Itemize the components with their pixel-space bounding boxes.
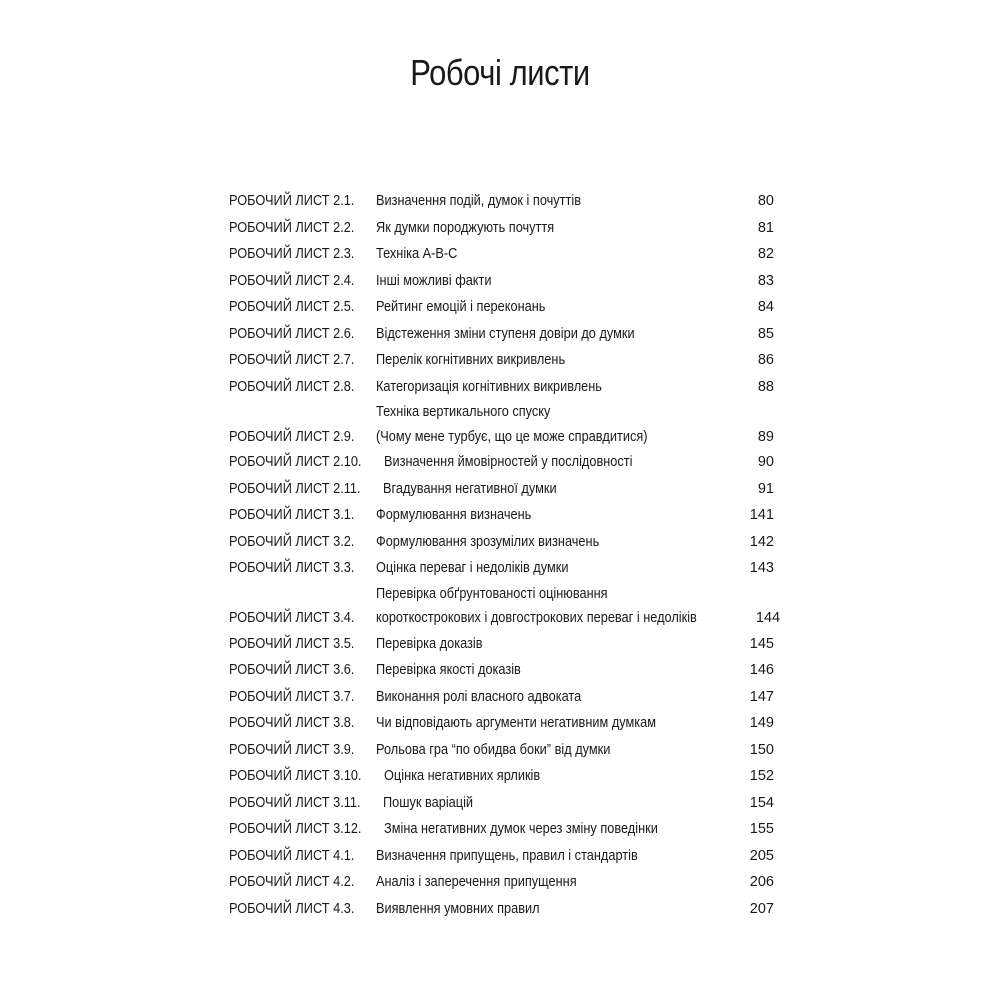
entry-page-number: 83 <box>757 272 774 289</box>
toc-entry <box>229 763 774 790</box>
entry-label <box>229 790 378 817</box>
entry-title-line <box>376 294 734 321</box>
entry-title <box>376 710 734 737</box>
entry-page-number: 155 <box>749 821 774 837</box>
entry-label-text: РОБОЧИЙ ЛИСТ 2.3. <box>229 246 355 262</box>
entry-label-text: РОБОЧИЙ ЛИСТ 3.7. <box>229 688 355 705</box>
entry-title-line <box>376 843 734 870</box>
entry-title-text: Оцінка негативних ярликів <box>383 768 540 784</box>
entry-label-text: РОБОЧИЙ ЛИСТ 2.9. <box>229 428 355 445</box>
entry-label <box>229 476 378 503</box>
entry-label <box>229 737 371 764</box>
entry-title-line <box>384 816 734 843</box>
entry-title-text: Оцінка переваг і недоліків думки <box>375 560 568 576</box>
entry-label-text: РОБОЧИЙ ЛИСТ 3.4. <box>229 610 355 626</box>
entry-page-number: 144 <box>755 610 781 626</box>
entry-label <box>229 321 371 348</box>
entry-page-number: 88 <box>757 378 774 395</box>
entry-title-line <box>384 763 734 790</box>
entry-label-text: РОБОЧИЙ ЛИСТ 2.4. <box>229 272 355 289</box>
entry-title <box>376 631 734 658</box>
entry-title <box>376 294 734 321</box>
entry-title-text: Виявлення умовних правил <box>375 900 540 917</box>
entry-page-number: 149 <box>749 715 774 731</box>
entry-title <box>376 582 741 631</box>
toc-entry <box>229 816 774 843</box>
entry-label-text: РОБОЧИЙ ЛИСТ 4.2. <box>229 874 355 890</box>
entry-title <box>376 737 734 764</box>
entry-title <box>376 374 734 401</box>
toc-entry <box>229 684 774 711</box>
entry-title-text: Перевірка якості доказів <box>375 662 521 678</box>
toc-entry <box>229 374 774 401</box>
entry-title <box>376 684 734 711</box>
entry-title <box>384 449 734 476</box>
entry-label <box>229 606 371 631</box>
entry-title <box>376 502 734 529</box>
entry-label-text: РОБОЧИЙ ЛИСТ 3.8. <box>229 715 355 731</box>
entry-label <box>229 502 371 529</box>
toc-entry <box>229 529 774 556</box>
entry-title <box>376 400 734 449</box>
entry-label <box>229 869 371 896</box>
entry-title <box>376 555 734 582</box>
entry-label-text: РОБОЧИЙ ЛИСТ 4.3. <box>229 900 355 917</box>
entry-page-number: 84 <box>757 299 774 315</box>
entry-title-line <box>376 684 734 711</box>
page-title: Робочі листи <box>410 52 590 93</box>
entry-title-text: Техніка А-В-С <box>375 246 457 262</box>
entry-label-text: РОБОЧИЙ ЛИСТ 4.1. <box>229 847 355 864</box>
entry-page-number: 154 <box>749 794 774 811</box>
entry-page-number: 91 <box>757 480 774 497</box>
entry-title-line <box>376 425 734 450</box>
entry-page-number: 85 <box>757 325 774 342</box>
entry-title-line <box>376 347 734 374</box>
entry-label <box>229 425 371 450</box>
entry-label-text: РОБОЧИЙ ЛИСТ 3.12. <box>229 821 362 837</box>
worksheet-list <box>229 188 781 922</box>
entry-label <box>229 294 371 321</box>
entry-title <box>376 215 734 242</box>
entry-label-text: РОБОЧИЙ ЛИСТ 2.8. <box>229 378 355 395</box>
entry-title-text: Інші можливі факти <box>375 272 492 289</box>
entry-title-line <box>376 606 741 631</box>
entry-label-text: РОБОЧИЙ ЛИСТ 3.6. <box>229 662 355 678</box>
toc-entry <box>229 400 774 449</box>
toc-entry <box>229 555 774 582</box>
entry-title <box>376 347 734 374</box>
entry-title-text: Формулювання визначень <box>375 507 531 523</box>
entry-label <box>229 215 371 242</box>
entry-title-line <box>376 657 734 684</box>
entry-label-text: РОБОЧИЙ ЛИСТ 3.11. <box>229 794 361 811</box>
entry-title-text: Як думки породжують почуття <box>375 219 554 236</box>
entry-title-text: Виконання ролі власного адвоката <box>375 688 581 705</box>
entry-label-text: РОБОЧИЙ ЛИСТ 3.9. <box>229 741 355 758</box>
toc-entry <box>229 710 774 737</box>
entry-label-text: РОБОЧИЙ ЛИСТ 2.5. <box>229 299 355 315</box>
entry-title-text: Визначення подій, думок і почуттів <box>375 193 581 209</box>
entry-page-number: 141 <box>749 507 774 523</box>
entry-page-number: 150 <box>749 741 774 758</box>
toc-entry <box>229 188 774 215</box>
entry-title-text: Перелік когнітивних викривлень <box>375 352 565 368</box>
entry-label <box>229 763 380 790</box>
entry-label-text: РОБОЧИЙ ЛИСТ 2.6. <box>229 325 355 342</box>
entry-title-text: Пошук варіацій <box>382 794 473 811</box>
entry-label <box>229 268 371 295</box>
entry-label-text: РОБОЧИЙ ЛИСТ 2.10. <box>229 454 362 470</box>
entry-page-number: 90 <box>757 454 774 470</box>
entry-title <box>384 763 734 790</box>
entry-page-number: 82 <box>757 246 774 262</box>
entry-title <box>376 321 734 348</box>
entry-title-line <box>376 374 734 401</box>
entry-label-text: РОБОЧИЙ ЛИСТ 2.7. <box>229 352 355 368</box>
entry-label-text: РОБОЧИЙ ЛИСТ 3.1. <box>229 507 355 523</box>
toc-entry <box>229 321 774 348</box>
entry-title-line <box>376 529 734 556</box>
entry-label-text: РОБОЧИЙ ЛИСТ 2.11. <box>229 480 361 497</box>
entry-page-number: 142 <box>749 533 774 550</box>
entry-page-number: 81 <box>757 219 774 236</box>
entry-label <box>229 684 371 711</box>
entry-label <box>229 347 371 374</box>
entry-label <box>229 241 371 268</box>
entry-label <box>229 896 371 923</box>
entry-title-text: Рейтинг емоцій і переконань <box>375 299 545 315</box>
entry-label-text: РОБОЧИЙ ЛИСТ 3.3. <box>229 560 355 576</box>
entry-title-line <box>376 188 734 215</box>
entry-title-line <box>376 896 734 923</box>
entry-label <box>229 657 371 684</box>
entry-title <box>383 790 735 817</box>
entry-label <box>229 555 371 582</box>
entry-title <box>383 476 735 503</box>
entry-title-text: Визначення припущень, правил і стандартів <box>375 847 638 864</box>
toc-entry <box>229 268 774 295</box>
toc-entry <box>229 502 774 529</box>
entry-label <box>229 374 371 401</box>
toc-entry <box>229 449 774 476</box>
entry-title-text: Визначення ймовірностей у послідовності <box>383 454 633 470</box>
entry-title-line <box>376 268 734 295</box>
entry-page-number: 89 <box>757 428 774 445</box>
entry-label <box>229 710 371 737</box>
toc-entry <box>229 631 774 658</box>
toc-entry <box>229 869 774 896</box>
entry-label <box>229 631 371 658</box>
toc-entry <box>229 896 774 923</box>
entry-page-number: 145 <box>749 635 774 652</box>
entry-title-line <box>383 790 735 817</box>
entry-page-number: 143 <box>749 560 774 576</box>
toc-entry <box>229 657 774 684</box>
entry-page-number: 205 <box>749 847 774 864</box>
entry-page-number: 80 <box>757 193 774 209</box>
entry-title <box>376 869 734 896</box>
entry-title-line <box>376 215 734 242</box>
entry-title-text: Вгадування негативної думки <box>382 480 557 497</box>
entry-label-text: РОБОЧИЙ ЛИСТ 3.5. <box>229 635 355 652</box>
entry-title-text: Чи відповідають аргументи негативним думкам <box>375 715 656 731</box>
entry-title-line <box>376 869 734 896</box>
entry-title-line <box>376 737 734 764</box>
toc-entry <box>229 241 774 268</box>
toc-entry <box>229 476 774 503</box>
entry-title-line <box>383 476 735 503</box>
entry-title-text: Перевірка доказів <box>375 635 483 652</box>
entry-title-text: Формулювання зрозумілих визначень <box>375 533 599 550</box>
entry-label <box>229 816 380 843</box>
entry-label <box>229 529 371 556</box>
entry-label-text: РОБОЧИЙ ЛИСТ 3.2. <box>229 533 355 550</box>
entry-title-line <box>376 502 734 529</box>
toc-entry <box>229 737 774 764</box>
entry-title-text: Техніка вертикального спуску <box>375 404 550 420</box>
entry-page-number: 152 <box>749 768 774 784</box>
entry-page-number: 206 <box>749 874 774 890</box>
entry-label-text: РОБОЧИЙ ЛИСТ 2.2. <box>229 219 355 236</box>
toc-entry <box>229 790 774 817</box>
entry-title-text: короткострокових і довгострокових переваг і недоліків <box>375 610 697 626</box>
entry-title-line <box>376 555 734 582</box>
toc-entry <box>229 347 774 374</box>
entry-title-line <box>376 241 734 268</box>
entry-title <box>376 241 734 268</box>
entry-title <box>376 896 734 923</box>
toc-entry <box>229 582 781 631</box>
entry-title <box>376 657 734 684</box>
entry-title <box>376 188 734 215</box>
entry-page-number: 86 <box>757 352 774 368</box>
entry-label-text: РОБОЧИЙ ЛИСТ 2.1. <box>229 193 355 209</box>
entry-title-line <box>376 631 734 658</box>
entry-title <box>376 529 734 556</box>
entry-title-text: Зміна негативних думок через зміну поведінки <box>383 821 658 837</box>
toc-entry <box>229 843 774 870</box>
entry-label <box>229 843 371 870</box>
entry-title-text: (Чому мене турбує, що це може справдитися) <box>375 428 648 445</box>
entry-label-text: РОБОЧИЙ ЛИСТ 3.10. <box>229 768 362 784</box>
entry-label <box>229 449 380 476</box>
entry-title-text: Перевірка обґрунтованості оцінювання <box>375 585 608 602</box>
entry-title-text: Відстеження зміни ступеня довіри до думки <box>375 325 635 342</box>
toc-entry <box>229 215 774 242</box>
toc-entry <box>229 294 774 321</box>
entry-title-line <box>376 710 734 737</box>
entry-page-number: 146 <box>749 662 774 678</box>
entry-title <box>376 843 734 870</box>
entry-title-text: Аналіз і заперечення припущення <box>375 874 577 890</box>
entry-title <box>384 816 734 843</box>
entry-label <box>229 188 371 215</box>
entry-title-line <box>376 582 741 607</box>
entry-title-text: Рольова гра “по обидва боки” від думки <box>375 741 610 758</box>
entry-title-text: Категоризація когнітивних викривлень <box>375 378 602 395</box>
entry-title-line <box>384 449 734 476</box>
entry-page-number: 147 <box>749 688 774 705</box>
entry-title-line <box>376 400 734 425</box>
entry-page-number: 207 <box>749 900 774 917</box>
entry-title-line <box>376 321 734 348</box>
entry-title <box>376 268 734 295</box>
